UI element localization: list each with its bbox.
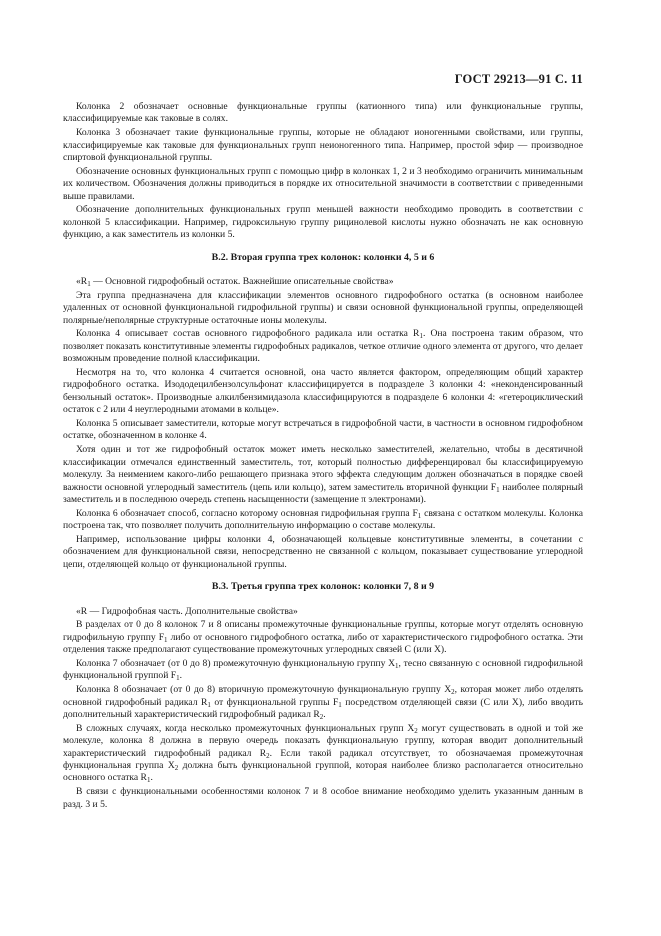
paragraph: В связи с функциональными особенностями колонок 7 и 8 особое внимание необходимо уделить указанным данным в разд. 3 и 5.: [63, 786, 583, 810]
paragraph: Колонка 5 описывает заместители, которые могут встречаться в гидрофобной части, в частности в основном гидрофобном остатке, обозначенном в колонке 4.: [63, 418, 583, 442]
document-body: [63, 101, 583, 812]
paragraph: Эта группа предназначена для классификации элементов основного гидрофобного остатка (в основном наиболее удаленных от основной функциональной гидрофильной группы) и связи основной функциональной группы, определяющей полярные/неполярные структурные остаточные ионы молекулы.: [63, 289, 583, 326]
paragraph: В разделах от 0 до 8 колонок 7 и 8 описаны промежуточные функциональные группы, которые могут отделять основную гидрофильную группу $F_1$ либо от основного гидрофобного остатка, либо от характеристического гидрофобного остатка. Эти отделения также предполагают существование промежуточных углеродных связей С (или X).: [63, 619, 583, 656]
paragraph: Обозначение дополнительных функциональных групп меньшей важности необходимо проводить в соответствии с колонкой 5 классификации. Например, гидроксильную группу рицинолевой кислоты нужно обозначать не как основную функцию, а как заместитель из колонки 5.: [63, 204, 583, 241]
section-b2-quote: «$R_1$ — Основной гидрофобный остаток. Важнейшие описательные свойства»: [76, 276, 394, 289]
paragraph: Колонка 8 обозначает (от 0 до 8) вторичную промежуточную функциональную группу $X_2$, которая может либо отделять основной гидрофобный радикал $R_1$ от функциональной группы $F_1$ посредством отделяющей связи (С или X), либо вводить дополнительный характеристический гидрофобный радикал $R_2$.: [63, 684, 583, 721]
section-heading-b3: В.3. Третья группа трех колонок: колонки 7, 8 и 9: [211, 581, 435, 593]
paragraph: Несмотря на то, что колонка 4 считается основной, она часто является фактором, определяющим общий характер гидрофобного остатка. Изододецилбензолсульфонат классифицируется в подразделе 3 колонки 4: «неконденсированный бензольный остаток». Производные алкилбензимидазола классифицируются в подразделе 6 колонки 4: «гетероциклический остаток с 2 или 4 неуглеродными атомами в кольце».: [63, 367, 583, 416]
section-heading-b2: В.2. Вторая группа трех колонок: колонки 4, 5 и 6: [211, 251, 435, 263]
paragraph: В сложных случаях, когда несколько промежуточных функциональных групп $X_2$ могут существовать в одной и той же молекуле, колонка 8 должна в первую очередь показать функциональную группу, которая вводит дополнительный характеристический гидрофобный радикал $R_2$. Если такой радикал отсутствует, то обозначаемая промежуточная функциональная группа $X_2$ должна быть функциональной группой, которая наиболее близко располагается относительно основного остатка $R_1$.: [63, 722, 584, 785]
paragraph: Колонка 7 обозначает (от 0 до 8) промежуточную функциональную группу $X_1$, тесно связанную с основной гидрофильной функциональной группой $F_1$.: [63, 657, 583, 683]
paragraph: Хотя один и тот же гидрофобный остаток может иметь несколько заместителей, желательно, чтобы в десятичной классификации отмечался единственный заместитель, тот, который полностью дифференцировал бы классифицируемую молекулу. За неимением какого-либо решающего признака этого эффекта следующим должен обозначаться в порядке своей важности основной углеродный заместитель (цепь или кольцо), затем заместитель вторичной функции $F_1$ наиболее полярный заместитель и в последнюю очередь степень насыщенности (замещение π электронами).: [63, 444, 583, 505]
paragraph: Колонка 4 описывает состав основного гидрофобного радикала или остатка $R_1$. Она построена таким образом, что позволяет показать конститутивные элементы гидрофобных радикалов, четкое отличие одного элемента от другого, что делает возможным проведение полной классификации.: [63, 328, 583, 365]
paragraph: Колонка 2 обозначает основные функциональные группы (катионного типа) или функциональные группы, классифицируемые как таковые в солях.: [63, 101, 583, 125]
paragraph: Колонка 3 обозначает такие функциональные группы, которые не обладают ионогенными свойствами, или группы, классифицируемые как таковые для функциональных групп неионогенного типа. Например, простой эфир — производное спиртовой функциональной группы.: [63, 127, 583, 164]
paragraph: Колонка 6 обозначает способ, согласно которому основная гидрофильная группа $F_1$ связана с остатком молекулы. Колонка построена так, что позволяет получить дополнительную информацию о составе молекулы.: [63, 507, 583, 532]
page-header: ГОСТ 29213—91 С. 11: [454, 72, 583, 86]
paragraph: Например, использование цифры колонки 4, обозначающей кольцевые конститутивные элементы, в сочетании с обозначением для функциональной связи, непосредственно не связанной с кольцом, показывает существование углеродной цепи, отделяющей кольцо от функциональной группы.: [63, 533, 583, 570]
section-b3-quote: «R — Гидрофобная часть. Дополнительные свойства»: [76, 605, 298, 617]
paragraph: Обозначение основных функциональных групп с помощью цифр в колонках 1, 2 и 3 необходимо ограничить минимальным их количеством. Обозначения должны приводиться в порядке их относительной значимости в соответствии с приведенными выше правилами.: [63, 165, 583, 202]
